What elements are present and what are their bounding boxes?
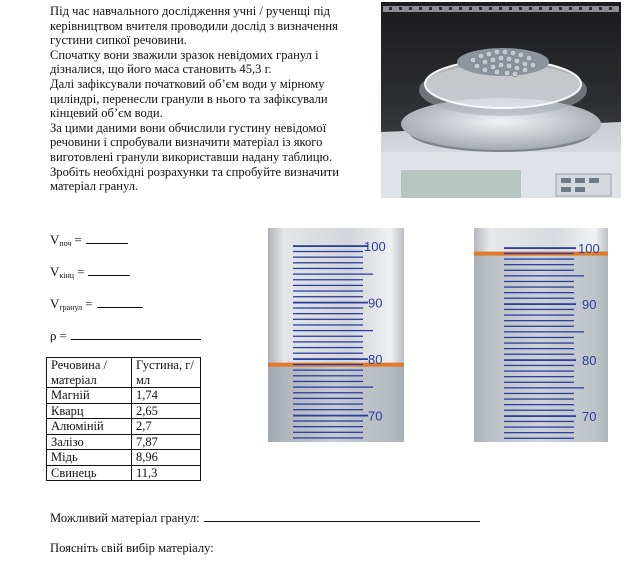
scale-label-100: 100 xyxy=(578,241,600,256)
scale-minor-tick xyxy=(504,281,574,282)
formula-symbol: ρ xyxy=(50,328,57,343)
table-header-cell: Речовина / матеріал xyxy=(47,358,132,388)
formula-symbol: V xyxy=(50,264,60,279)
scale-minor-tick xyxy=(293,285,363,286)
explain-answer-label: Поясніть свій вибір матеріалу: xyxy=(50,541,214,555)
intro-paragraph-4: За цими даними вони обчислили густину невідомої речовини і спробували визначити матеріал із якого виготовлені гранули використавши надану таблицю. xyxy=(50,120,333,164)
scale-minor-tick xyxy=(293,370,363,371)
formula-v-granules xyxy=(50,295,143,312)
scale-minor-tick xyxy=(293,268,363,269)
scale-ticks xyxy=(504,247,584,439)
scale-minor-tick xyxy=(504,354,574,355)
scale-major-tick xyxy=(293,358,368,360)
scale-minor-tick xyxy=(293,409,363,410)
table-row xyxy=(47,450,201,466)
intro-paragraph-5: Зробіть необхідні розрахунки та спробуйте визначити матеріал гранул. xyxy=(50,164,339,194)
v-initial-answer-field[interactable] xyxy=(86,231,128,244)
scale-minor-tick xyxy=(504,292,574,293)
scale-minor-tick xyxy=(293,432,363,433)
table-row xyxy=(47,403,201,419)
cylinder-final xyxy=(474,228,608,442)
scale-minor-tick xyxy=(504,404,574,405)
scale-minor-tick xyxy=(293,324,363,325)
scale-minor-tick xyxy=(504,270,574,271)
scale-minor-tick xyxy=(504,398,574,399)
formula-v-initial xyxy=(50,231,128,248)
scale-minor-tick xyxy=(293,420,363,421)
intro-text xyxy=(50,4,375,194)
scale-minor-tick xyxy=(504,331,584,332)
scale-minor-tick xyxy=(504,253,574,254)
scale-label-80: 80 xyxy=(582,353,597,368)
scale-label-70: 70 xyxy=(582,409,597,424)
formula-symbol: V xyxy=(50,232,60,247)
scale-minor-tick xyxy=(504,314,574,315)
table-cell: 1,74 xyxy=(132,388,201,404)
scale-minor-tick xyxy=(504,348,574,349)
scale-label-90: 90 xyxy=(582,297,597,312)
material-answer-label: Можливий матеріал гранул: xyxy=(50,511,200,525)
table-cell: Алюміній xyxy=(47,419,132,435)
table-row xyxy=(47,465,201,481)
formula-density xyxy=(50,327,201,344)
explain-answer xyxy=(50,541,214,556)
formula-subscript: поч xyxy=(59,239,72,248)
table-header-cell: Густина, г/мл xyxy=(132,358,201,388)
v-final-answer-field[interactable] xyxy=(88,263,130,276)
scale-minor-tick xyxy=(293,307,363,308)
formula-equals: = xyxy=(74,232,82,247)
scale-minor-tick xyxy=(504,393,574,394)
scale-minor-tick xyxy=(504,326,574,327)
table-cell: 7,87 xyxy=(132,434,201,450)
scale-minor-tick xyxy=(293,330,373,331)
intro-paragraph-1: Під час навчального дослідження учні / рученщі під керівництвом вчителя проводили дослід з визначення густини сипкої речовини. xyxy=(50,4,338,48)
scale-minor-tick xyxy=(504,258,574,259)
scale-minor-tick xyxy=(504,275,584,276)
table-row xyxy=(47,419,201,435)
table-cell: 2,7 xyxy=(132,419,201,435)
scale-minor-tick xyxy=(293,437,363,438)
scale-major-tick xyxy=(504,359,576,361)
scale-minor-tick xyxy=(504,382,574,383)
scale-minor-tick xyxy=(504,387,584,388)
scale-minor-tick xyxy=(293,313,363,314)
scale-minor-tick xyxy=(293,353,363,354)
scale-minor-tick xyxy=(293,398,363,399)
formula-subscript: кінц xyxy=(59,271,75,280)
scale-minor-tick xyxy=(293,386,373,387)
scale-minor-tick xyxy=(293,273,373,274)
scale-major-tick xyxy=(504,415,576,417)
scale-illustration xyxy=(381,2,621,198)
scale-minor-tick xyxy=(293,319,363,320)
scale-label-70: 70 xyxy=(368,408,383,424)
table-row xyxy=(47,434,201,450)
material-answer xyxy=(50,509,480,526)
formula-equals: = xyxy=(77,264,85,279)
scale-minor-tick xyxy=(293,336,363,337)
scale-minor-tick xyxy=(504,365,574,366)
scale-major-tick xyxy=(293,415,368,417)
scale-minor-tick xyxy=(504,309,574,310)
table-cell: Свинець xyxy=(47,465,132,481)
scale-minor-tick xyxy=(504,337,574,338)
density-answer-field[interactable] xyxy=(71,327,201,340)
scale-major-tick xyxy=(504,247,576,249)
scale-minor-tick xyxy=(293,251,363,252)
scale-minor-tick xyxy=(293,262,363,263)
table-cell: 11,3 xyxy=(132,465,201,481)
scale-photo xyxy=(381,2,621,198)
scale-major-tick xyxy=(504,303,576,305)
scale-minor-tick xyxy=(293,290,363,291)
formula-v-final xyxy=(50,263,130,280)
table-cell: Магній xyxy=(47,388,132,404)
scale-minor-tick xyxy=(504,438,574,439)
scale-minor-tick xyxy=(504,264,574,265)
intro-paragraph-3: Далі зафіксували початковий об’єм води у мірному циліндрі, перенесли гранули в нього та зафіксували кінцевий об’єм води. xyxy=(50,76,328,121)
scale-minor-tick xyxy=(293,279,363,280)
table-cell: 8,96 xyxy=(132,450,201,466)
cylinder-final-svg xyxy=(474,228,608,442)
scale-minor-tick xyxy=(293,364,363,365)
scale-minor-tick xyxy=(504,426,574,427)
scale-minor-tick xyxy=(293,426,363,427)
scale-minor-tick xyxy=(504,432,574,433)
material-answer-field[interactable] xyxy=(204,509,480,522)
scale-minor-tick xyxy=(504,298,574,299)
scale-minor-tick xyxy=(293,347,363,348)
scale-minor-tick xyxy=(293,403,363,404)
scale-minor-tick xyxy=(504,320,574,321)
scale-minor-tick xyxy=(293,257,363,258)
table-cell: Кварц xyxy=(47,403,132,419)
scale-minor-tick xyxy=(293,296,363,297)
scale-minor-tick xyxy=(293,392,363,393)
density-table xyxy=(46,357,201,481)
table-cell: 2,65 xyxy=(132,403,201,419)
scale-minor-tick xyxy=(504,286,574,287)
scale-minor-tick xyxy=(293,375,363,376)
cylinder-initial xyxy=(268,228,404,442)
scale-label-80: 80 xyxy=(368,352,383,367)
scale-ticks xyxy=(293,245,373,438)
table-header-row xyxy=(47,358,201,388)
table-cell: Мідь xyxy=(47,450,132,466)
table-cell: Залізо xyxy=(47,434,132,450)
v-granules-answer-field[interactable] xyxy=(97,295,143,308)
scale-minor-tick xyxy=(504,410,574,411)
scale-major-tick xyxy=(293,245,368,247)
scale-minor-tick xyxy=(293,341,363,342)
scale-major-tick xyxy=(293,302,368,304)
formula-subscript: гранул xyxy=(59,303,83,312)
table-row xyxy=(47,388,201,404)
intro-paragraph-2: Спочатку вони зважили зразок невідомих гранул і дізналися, що його маса становить 45,3 г. xyxy=(50,47,319,77)
scale-minor-tick xyxy=(293,381,363,382)
formula-symbol: V xyxy=(50,296,60,311)
scale-minor-tick xyxy=(504,370,574,371)
scale-label-100: 100 xyxy=(364,239,386,254)
formula-equals: = xyxy=(85,296,93,311)
scale-minor-tick xyxy=(504,342,574,343)
scale-minor-tick xyxy=(504,421,574,422)
scale-minor-tick xyxy=(504,376,574,377)
formula-equals: = xyxy=(59,328,67,343)
scale-label-90: 90 xyxy=(368,295,383,311)
cylinder-initial-svg xyxy=(268,228,404,442)
